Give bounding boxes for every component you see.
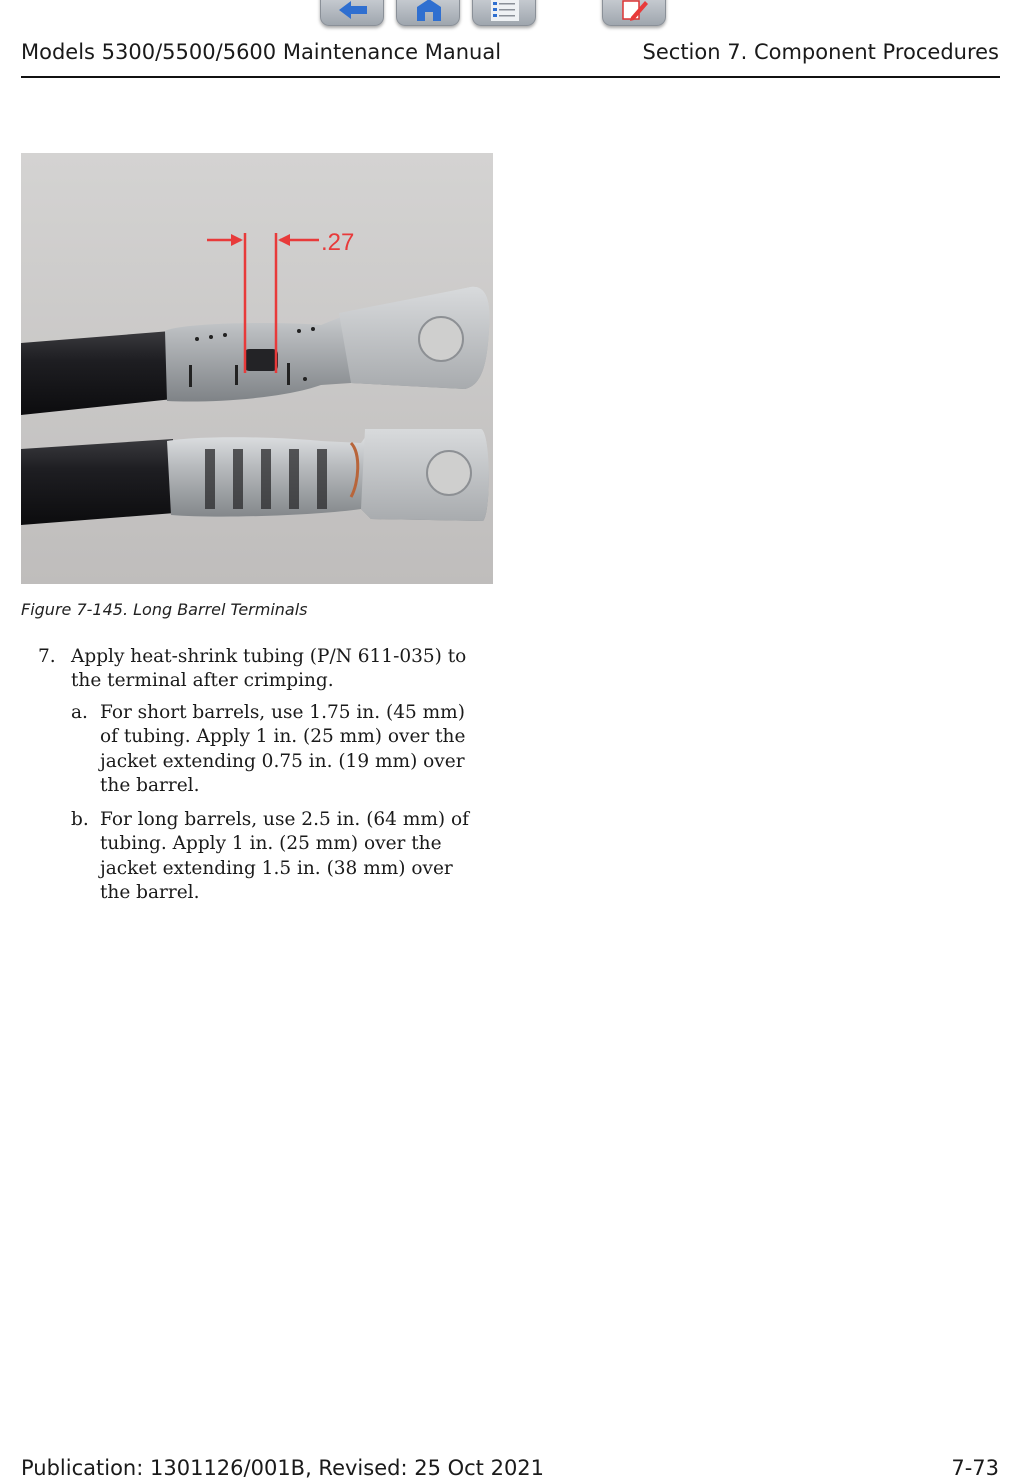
edit-button[interactable] (602, 0, 666, 26)
substep-line: of tubing. Apply 1 in. (25 mm) over the (100, 726, 466, 748)
substep-line: the barrel. (100, 881, 200, 903)
substep-letter: a. (71, 702, 88, 723)
substep-letter: b. (71, 809, 89, 830)
substep-line: For short barrels, use 1.75 in. (45 mm) (100, 702, 465, 723)
navigation-bar (0, 0, 1021, 30)
manual-title: Models 5300/5500/5600 Maintenance Manual (21, 40, 502, 64)
substep-text (100, 701, 465, 798)
publication-info: Publication: 1301126/001B, Revised: 25 Oct 2021 (21, 1456, 545, 1480)
section-title: Section 7. Component Procedures (642, 40, 999, 64)
step-line: Apply heat-shrink tubing (P/N 611-035) to (71, 646, 467, 667)
home-icon (413, 0, 445, 23)
substep-line: the barrel. (100, 774, 200, 796)
substep-line: jacket extending 0.75 in. (19 mm) over (100, 750, 465, 772)
dimension-label: .27 (321, 229, 355, 256)
substep-line: tubing. Apply 1 in. (25 mm) over the (100, 833, 442, 855)
edit-icon (619, 0, 651, 23)
back-button[interactable] (320, 0, 384, 26)
home-button[interactable] (396, 0, 460, 26)
figure-caption: Figure 7-145. Long Barrel Terminals (21, 600, 308, 619)
table-of-contents-icon (489, 0, 521, 23)
long-barrel-terminals-photo (21, 153, 493, 584)
step-number: 7. (38, 646, 56, 667)
step-line: the terminal after crimping. (71, 670, 334, 692)
page-number: 7-73 (951, 1456, 999, 1480)
step-text (71, 645, 466, 694)
substep-line: For long barrels, use 2.5 in. (64 mm) of (100, 809, 469, 830)
table-of-contents-button[interactable] (472, 0, 536, 26)
header-rule (21, 76, 1000, 78)
substep-text (100, 808, 469, 905)
substep-line: jacket extending 1.5 in. (38 mm) over (100, 857, 453, 879)
back-arrow-icon (337, 0, 369, 23)
